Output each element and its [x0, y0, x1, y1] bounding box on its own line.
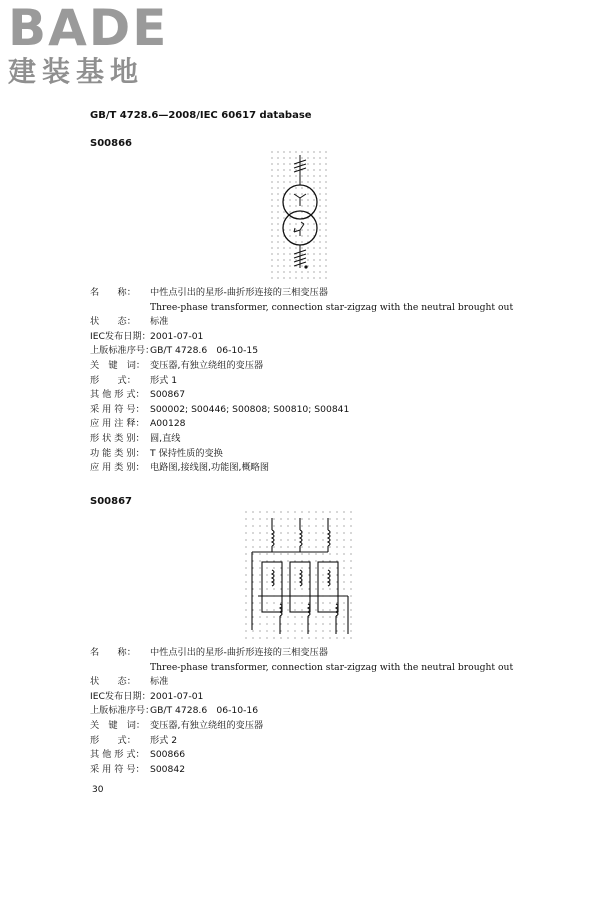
field-label: 名 称：: [90, 647, 136, 658]
field-value-en: Three-phase transformer, connection star-zigzag with the neutral brought out: [150, 661, 514, 673]
field-value: 2001-07-01: [150, 690, 204, 702]
field-value: 2001-07-01: [150, 330, 204, 342]
field-label: 状 态：: [90, 316, 136, 328]
entry-fields: [90, 286, 560, 476]
field-row: [90, 286, 560, 301]
symbol-s00866: [270, 150, 330, 280]
field-value: 形式 1: [150, 374, 178, 386]
field-value: 形式 2: [150, 734, 178, 746]
field-row: [90, 719, 560, 734]
field-label: 状 态：: [90, 676, 136, 688]
field-value: GB/T 4728.6 06-10-15: [150, 345, 259, 357]
field-row: [90, 403, 560, 418]
field-value: 中性点引出的星形-曲折形连接的三相变压器: [150, 287, 328, 298]
field-row: [90, 447, 560, 462]
field-row: [90, 417, 560, 432]
field-value: GB/T 4728.6 06-10-16: [150, 705, 259, 717]
field-label: 采 用 符 号：: [90, 763, 145, 775]
field-row: [90, 763, 560, 778]
field-label: 上版标准序号：: [90, 345, 155, 357]
page-number: 30: [92, 785, 104, 795]
field-value: 变压器,有独立绕组的变压器: [150, 719, 264, 731]
entry-code: S00867: [90, 496, 132, 507]
field-label: IEC发布日期：: [90, 330, 151, 342]
field-value: S00842: [150, 763, 186, 775]
field-value: 圆,直线: [150, 432, 181, 444]
brand-logo: [8, 2, 183, 94]
field-row: [90, 432, 560, 447]
field-label: 其 他 形 式：: [90, 389, 145, 401]
field-row: [90, 374, 560, 389]
field-row: [90, 661, 560, 676]
field-label: 采 用 符 号：: [90, 403, 145, 415]
field-value: 标准: [150, 316, 169, 328]
field-value: 电路图,接线图,功能图,概略图: [150, 462, 270, 474]
field-row: [90, 734, 560, 749]
field-row: [90, 461, 560, 476]
field-label: 功 能 类 别：: [90, 447, 145, 459]
field-value: 中性点引出的星形-曲折形连接的三相变压器: [150, 647, 328, 658]
field-value-en: Three-phase transformer, connection star-zigzag with the neutral brought out: [150, 301, 514, 313]
field-row: [90, 330, 560, 345]
document-header: GB/T 4728.6—2008/IEC 60617 database: [90, 110, 312, 121]
logo-subtitle: 建装基地: [8, 55, 145, 88]
field-label: 关 键 词：: [90, 719, 146, 731]
field-label: 名 称：: [90, 287, 136, 298]
field-row: [90, 748, 560, 763]
field-label: 关 键 词：: [90, 359, 146, 371]
entry-fields: [90, 646, 560, 777]
field-value: S00866: [150, 749, 186, 761]
field-row: [90, 315, 560, 330]
symbol-s00867: [244, 510, 356, 640]
field-row: [90, 690, 560, 705]
field-value: T 保持性质的变换: [150, 447, 223, 459]
field-row: [90, 646, 560, 661]
field-row: [90, 675, 560, 690]
logo-brand-text: BADE: [8, 0, 169, 57]
field-label: 形 式：: [90, 374, 136, 386]
field-row: [90, 704, 560, 719]
field-label: 应 用 类 别：: [90, 462, 145, 474]
field-row: [90, 359, 560, 374]
field-row: [90, 388, 560, 403]
field-label: 形 状 类 别：: [90, 432, 145, 444]
field-value: 标准: [150, 676, 169, 688]
field-value: A00128: [150, 418, 186, 430]
field-label: 上版标准序号：: [90, 705, 155, 717]
field-label: 其 他 形 式：: [90, 749, 145, 761]
field-value: 变压器,有独立绕组的变压器: [150, 359, 264, 371]
field-value: S00867: [150, 389, 186, 401]
field-label: 形 式：: [90, 734, 136, 746]
field-row: [90, 344, 560, 359]
winding-circle: [283, 211, 317, 245]
entry-code: S00866: [90, 138, 132, 149]
field-label: IEC发布日期：: [90, 690, 151, 702]
field-value: S00002; S00446; S00808; S00810; S00841: [150, 403, 350, 415]
field-label: 应 用 注 释：: [90, 418, 145, 430]
field-row: [90, 301, 560, 316]
